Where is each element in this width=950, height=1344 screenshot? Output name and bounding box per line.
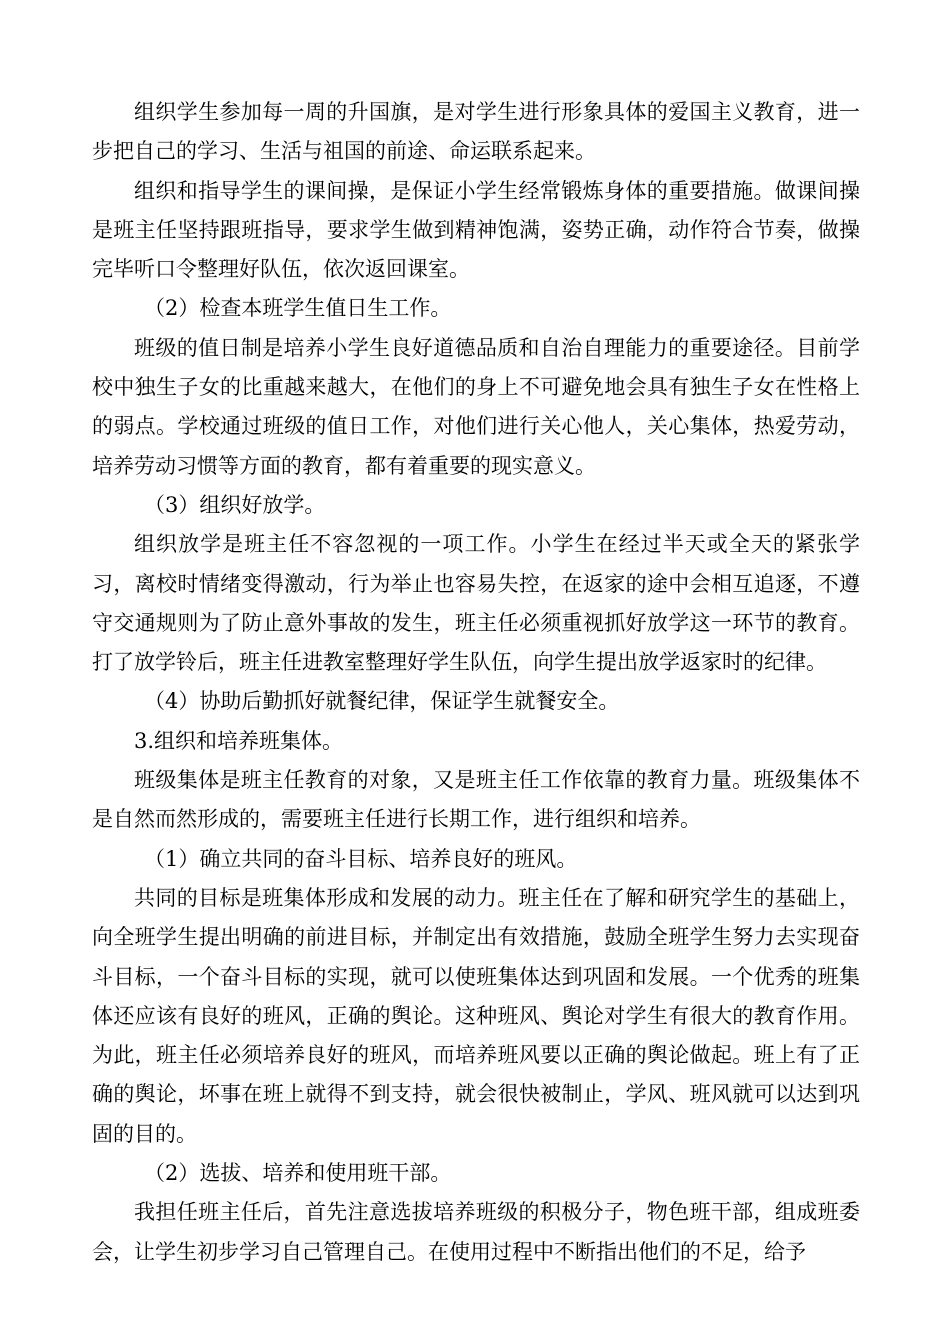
- document-page: [92, 93, 860, 1272]
- section-heading: （4）协助后勤抓好就餐纪律，保证学生就餐安全。: [144, 689, 620, 714]
- paragraph: 共同的目标是班集体形成和发展的动力。班主任在了解和研究学生的基础上，向全班学生提出明确的前进目标，并制定出有效措施，鼓励全班学生努力去实现奋斗目标，一个奋斗目标的实现，就可以使班集体达到巩固和发展。一个优秀的班集体还应该有良好的班风，正确的舆论。这种班风、舆论对学生有很大的教育作用。为此，班主任必须培养良好的班风，而培养班风要以正确的舆论做起。班上有了正确的舆论，坏事在班上就得不到支持，就会很快被制止，学风、班风就可以达到巩固的目的。: [92, 885, 860, 1146]
- section-heading: （1）确立共同的奋斗目标、培养良好的班风。: [144, 846, 578, 871]
- section-heading: （2）选拔、培养和使用班干部。: [144, 1161, 452, 1186]
- paragraph: 组织放学是班主任不容忽视的一项工作。小学生在经过半天或全天的紧张学习，离校时情绪变得激动，行为举止也容易失控，在返家的途中会相互追逐，不遵守交通规则为了防止意外事故的发生，班主任必须重视抓好放学这一环节的教育。打了放学铃后，班主任进教室整理好学生队伍，向学生提出放学返家时的纪律。: [92, 532, 860, 675]
- section-title: 3.组织和培养班集体。: [134, 728, 344, 753]
- paragraph: 我担任班主任后，首先注意选拔培养班级的积极分子，物色班干部，组成班委会，让学生初步学习自己管理自己。在使用过程中不断指出他们的不足，给予: [92, 1200, 860, 1264]
- section-heading: （3）组织好放学。: [144, 492, 326, 517]
- paragraph: 班级的值日制是培养小学生良好道德品质和自治自理能力的重要途径。目前学校中独生子女的比重越来越大，在他们的身上不可避免地会具有独生子女在性格上的弱点。学校通过班级的值日工作，对他们进行关心他人，关心集体，热爱劳动，培养劳动习惯等方面的教育，都有着重要的现实意义。: [92, 335, 860, 478]
- paragraph: 班级集体是班主任教育的对象，又是班主任工作依靠的教育力量。班级集体不是自然而然形成的，需要班主任进行长期工作，进行组织和培养。: [92, 768, 860, 832]
- section-heading: （2）检查本班学生值日生工作。: [144, 296, 452, 321]
- paragraph: 组织和指导学生的课间操，是保证小学生经常锻炼身体的重要措施。做课间操是班主任坚持跟班指导，要求学生做到精神饱满，姿势正确，动作符合节奏，做操完毕听口令整理好队伍，依次返回课室。: [92, 178, 860, 282]
- paragraph: 组织学生参加每一周的升国旗，是对学生进行形象具体的爱国主义教育，进一步把自己的学习、生活与祖国的前途、命运联系起来。: [92, 100, 860, 164]
